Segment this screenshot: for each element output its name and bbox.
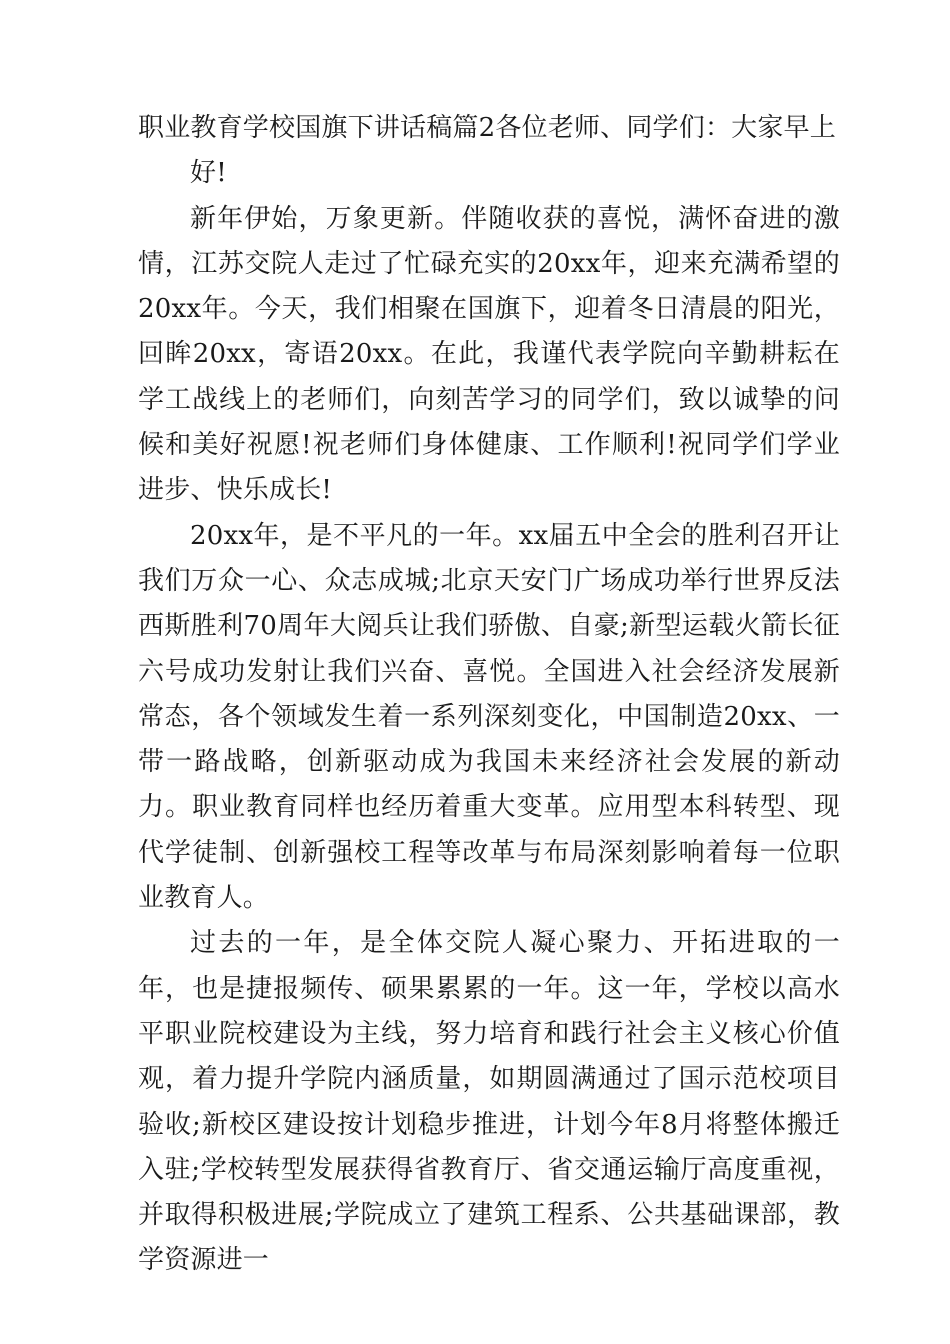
paragraph-1: 新年伊始，万象更新。伴随收获的喜悦，满怀奋进的激情，江苏交院人走过了忙碌充实的20xx年，迎来充满希望的20xx年。今天，我们相聚在国旗下，迎着冬日清晨的阳光，回眸20xx，寄语20xx。在此，我谨代表学院向辛勤耕耘在学工战线上的老师们，向刻苦学习的同学们，致以诚挚的问候和美好祝愿!祝老师们身体健康、工作顺利!祝同学们学业进步、快乐成长!	[138, 203, 840, 506]
paragraph-2: 20xx年，是不平凡的一年。xx届五中全会的胜利召开让我们万众一心、众志成城;北京天安门广场成功举行世界反法西斯胜利70周年大阅兵让我们骄傲、自豪;新型运载火箭长征六号成功发射让我们兴奋、喜悦。全国进入社会经济发展新常态，各个领域发生着一系列深刻变化，中国制造20xx、一带一路战略，创新驱动成为我国未来经济社会发展的新动力。职业教育同样也经历着重大变革。应用型本科转型、现代学徒制、创新强校工程等改革与布局深刻影响着每一位职业教育人。	[138, 520, 840, 914]
heading-continuation: 好!	[190, 158, 227, 189]
document-page	[138, 106, 840, 1284]
paragraph-3: 过去的一年，是全体交院人凝心聚力、开拓进取的一年，也是捷报频传、硕果累累的一年。这一年，学校以高水平职业院校建设为主线，努力培育和践行社会主义核心价值观，着力提升学院内涵质量，如期圆满通过了国示范校项目验收;新校区建设按计划稳步推进，计划今年8月将整体搬迁入驻;学校转型发展获得省教育厅、省交通运输厅高度重视，并取得积极进展;学院成立了建筑工程系、公共基础课部，教学资源进一	[138, 928, 840, 1276]
heading-line: 职业教育学校国旗下讲话稿篇2各位老师、同学们：大家早上	[138, 113, 836, 143]
